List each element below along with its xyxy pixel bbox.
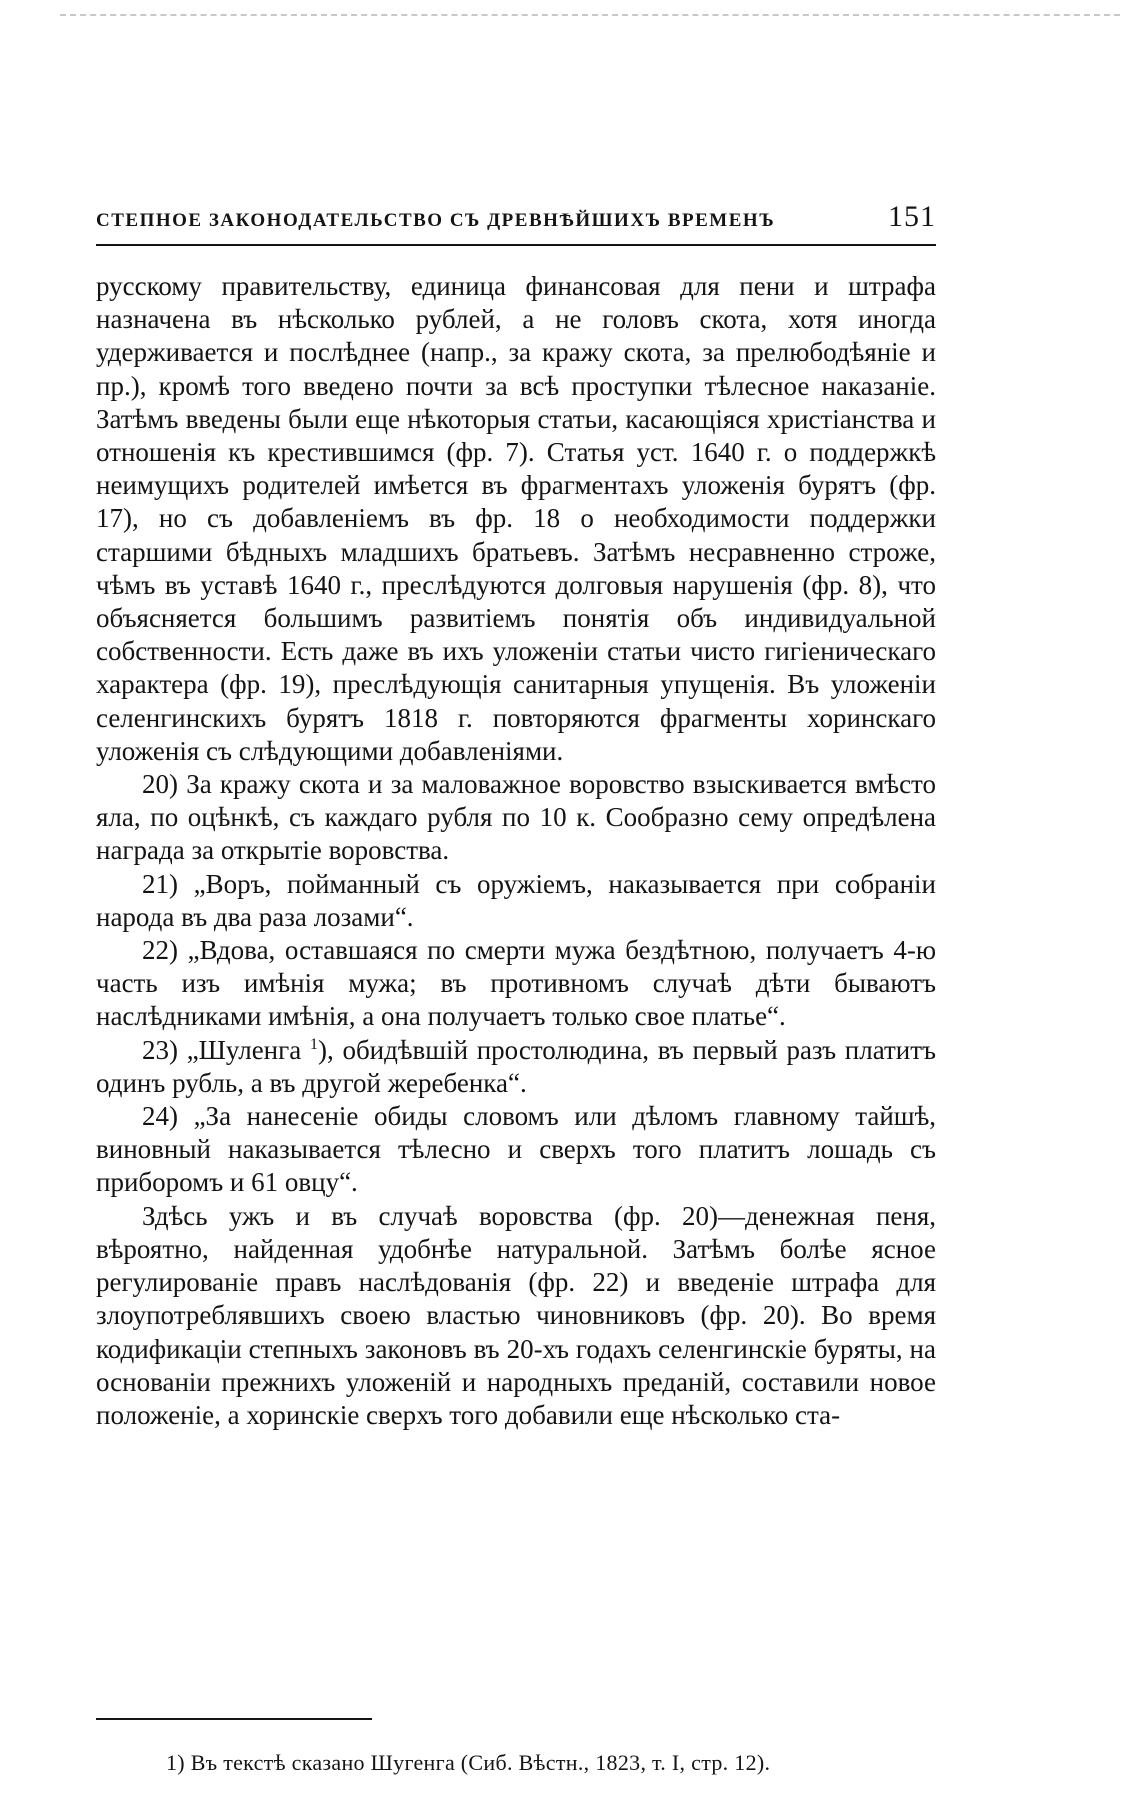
footnote-reference[interactable]: 1 [309, 1034, 318, 1053]
paragraph: 20) За кражу скота и за маловажное воровство взыскивается вмѣсто яла, по оцѣнкѣ, съ каждаго рубля по 10 к. Сообразно сему опредѣлена награда за открытіе воровства. [96, 769, 936, 866]
paragraph: русскому правительству, единица финансовая для пени и штрафа назначена въ нѣсколько рублей, а не головъ скота, хотя иногда удерживается и послѣднее (напр., за кражу скота, за прелюбодѣяніе и пр.), кромѣ того введено почти за всѣ проступки тѣлесное наказаніе. Затѣмъ введены были еще нѣкоторыя статьи, касающіяся христіанства и отношенія къ крестившимся (фр. 7). Статья уст. 1640 г. о поддержкѣ неимущихъ родителей имѣется въ фрагментахъ уложенія бурятъ (фр. 17), но съ добавленіемъ въ фр. 18 о необходимости поддержки старшими бѣдныхъ младшихъ братьевъ. Затѣмъ несравненно строже, чѣмъ въ уставѣ 1640 г., преслѣдуются долговыя нарушенія (фр. 8), что объясняется большимъ развитіемъ понятія объ индивидуальной собственности. Есть даже въ ихъ уложеніи статьи чисто гигіеническаго характера (фр. 19), преслѣдующія санитарныя упущенія. Въ уложеніи селенгинскихъ бурятъ 1818 г. повторяются фрагменты хоринскаго уложенія съ слѣдующими добавленіями. [96, 271, 936, 766]
scan-edge-line [60, 14, 1120, 16]
footnote [166, 1750, 946, 1776]
header-rule [96, 244, 936, 246]
paragraph: 21) „Воръ, пойманный съ оружіемъ, наказывается при собраніи народа въ два раза лозами“. [96, 868, 936, 932]
main-text [96, 270, 936, 1432]
footnote-text: Въ текстѣ сказано Шугенга (Сиб. Вѣстн., 1823, т. I, стр. 12). [190, 1750, 771, 1775]
footnote-rule [96, 1718, 372, 1720]
running-header [96, 200, 936, 244]
paragraph: 22) „Вдова, оставшаяся по смерти мужа бездѣтною, получаетъ 4-ю часть изъ имѣнія мужа; въ противномъ случаѣ дѣти бываютъ наслѣдниками имѣнія, а она получаетъ только свое платье“. [96, 935, 936, 1032]
paragraph: Здѣсь ужъ и въ случаѣ воровства (фр. 20)—денежная пеня, вѣроятно, найденная удобнѣе натуральной. Затѣмъ болѣе ясное регулированіе правъ наслѣдованія (фр. 22) и введеніе штрафа для злоупотреблявшихъ своею властью чиновниковъ (фр. 20). Во время кодификаціи степныхъ законовъ въ 20-хъ годахъ селенгинскіе буряты, на основаніи прежнихъ уложеній и народныхъ преданій, составили новое положеніе, а хоринскіе сверхъ того добавили еще нѣсколько ста- [96, 1200, 936, 1430]
paragraph-rest: ), обидѣвшій простолюдина, въ первый разъ платитъ одинъ рубль, а въ другой жеребенка“. [96, 1034, 937, 1098]
footnote-marker: 1) [166, 1750, 185, 1775]
page-number: 151 [888, 200, 936, 233]
paragraph: 24) „За нанесеніе обиды словомъ или дѣломъ главному тайшѣ, виновный наказывается тѣлесно и сверхъ того платитъ лошадь съ приборомъ и 61 овцу“. [96, 1101, 936, 1198]
paragraph [96, 1034, 936, 1100]
running-title: СТЕПНОЕ ЗАКОНОДАТЕЛЬСТВО СЪ ДРЕВНѢЙШИХЪ ВРЕМЕНЪ [96, 210, 776, 231]
paragraph-start: 23) „Шуленга [142, 1034, 302, 1065]
